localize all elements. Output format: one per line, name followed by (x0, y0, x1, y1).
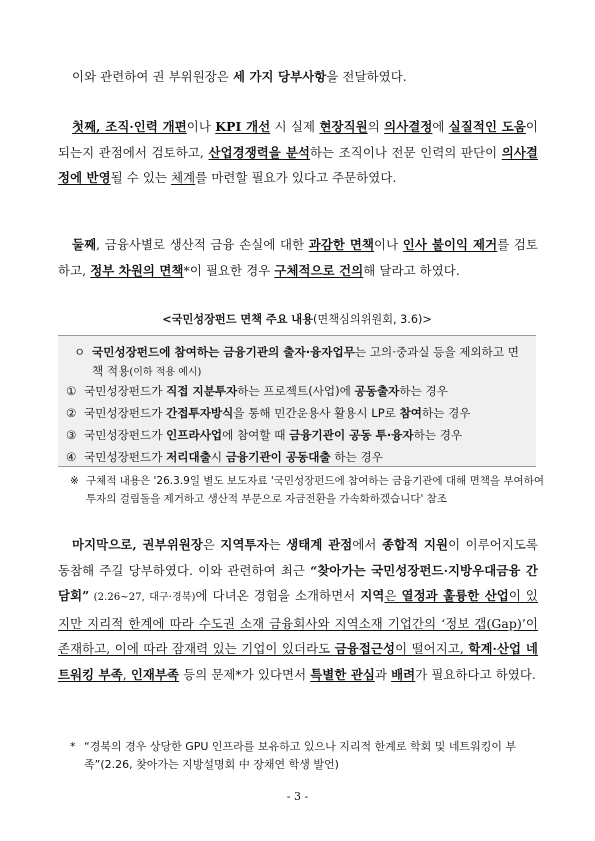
last-emphasis: 종합적 지원 (381, 537, 449, 552)
last-emphasis: 생태계 관점 (286, 537, 353, 552)
last-emphasis: 지역투자 (220, 537, 269, 552)
first-text: 시 실제 (270, 119, 320, 134)
intro-paragraph (58, 64, 538, 90)
last-underline: 은 (384, 588, 402, 603)
first-emphasis: 산업경쟁력을 분석 (208, 144, 310, 160)
first-text: 이 되는지 관점에서 검토하고, (58, 119, 538, 160)
first-emphasis: KPI 개선 (215, 119, 271, 134)
item-emphasis: 직접 지분투자 (166, 384, 238, 398)
page-number: - 3 - (286, 790, 309, 803)
last-point-paragraph (58, 532, 538, 687)
box-lead-note: (이하 적용 예시) (129, 367, 202, 378)
last-emphasis: 금융접근성 (334, 641, 396, 656)
last-text: 이 이루어지도록 동참해 주길 당부하였다. 이와 관련하여 최근 (58, 537, 539, 578)
exemption-summary-box (58, 335, 536, 467)
second-heading: 둘째 (72, 237, 97, 252)
first-emphasis: 실질적인 도움 (448, 119, 526, 134)
footnote-text: “경북의 경우 상당한 GPU 인프라를 보유하고 있으나 지리적 한계로 학회 및 네트워킹이 부족”(2.26, 찾아가는 지방설명회 中 장채연 학생 발언) (84, 740, 517, 771)
last-text: 가 필요하다고 하였다. (415, 666, 536, 682)
first-text: 될 수 있는 (110, 170, 172, 185)
item-emphasis: 공동출자 (354, 384, 400, 398)
first-text: 에 (432, 119, 449, 134)
last-emphasis: 지역 (360, 588, 385, 603)
last-emphasis: 학계·산업 네트워킹 부족 (58, 641, 538, 682)
box-title-main: <국민성장펀드 면책 주요 내용 (162, 313, 314, 326)
event-date: (2.26~27, 대구·경북) (89, 592, 196, 603)
item-text: 국민성장펀드가 (84, 428, 167, 442)
footnote-mark: * (70, 740, 76, 753)
item-emphasis: 저리대출 (166, 450, 211, 464)
second-text: 를 검토하고, (58, 237, 538, 278)
last-emphasis: 특별한 관심 (310, 666, 375, 682)
second-text: 이나 (374, 237, 403, 252)
second-emphasis: 과감한 면책 (308, 237, 375, 252)
item-text: 하는 경우 (413, 428, 463, 442)
item-emphasis: 금융기관이 공동 투·융자 (289, 428, 414, 442)
second-emphasis: 인사 불이익 제거 (402, 237, 498, 252)
first-text: 의 (367, 119, 385, 134)
second-text: *이 필요한 경우 (183, 262, 275, 278)
last-emphasis: 인재부족 (130, 666, 180, 682)
item-number: ③ (66, 428, 77, 442)
last-underline: 이 있지만 지리적 한계에 따라 수도권 소재 금융회사와 지역소재 기업간의 ‘정보 갭(Gap)’이 존재하고, 이에 따라 잠재력 있는 기업이 있더라도 (58, 588, 538, 656)
item-number: ① (66, 384, 77, 398)
item-text: 시 (210, 450, 226, 464)
note-text: 구체적 내용은 '26.3.9일 별도 보도자료 '국민성장펀드에 참여하는 금융기관에 대해 면책을 부여하여 투자의 걸림돌을 제거하고 생산적 부문으로 자금전환을 가속화하겠습니다' 참조 (86, 475, 544, 505)
first-heading: 첫째, 조직·인력 개편 (72, 119, 187, 134)
last-text: 는 (268, 537, 287, 552)
first-emphasis: 의사결정 (384, 119, 433, 134)
box-lead-item (66, 343, 530, 382)
box-list-item (66, 448, 530, 467)
last-text: 등의 문제*가 있다면서 (179, 666, 311, 682)
item-number: ② (66, 406, 77, 420)
first-text: 를 마련할 필요가 있다고 주문하였다. (195, 170, 397, 185)
last-text: 은 (202, 537, 221, 552)
last-text: 과 (374, 666, 392, 682)
item-text: 국민성장펀드가 (84, 450, 167, 464)
box-title (58, 311, 536, 327)
item-text: 하는 경우 (330, 450, 383, 464)
item-emphasis: 간접투자방식 (166, 406, 234, 420)
intro-text: 이와 관련하여 권 부위원장은 (72, 69, 233, 84)
second-emphasis: 구체적으로 건의 (274, 262, 364, 278)
second-point-paragraph (58, 232, 538, 283)
intro-emphasis: 세 가지 당부사항 (233, 69, 327, 84)
first-point-paragraph (58, 114, 538, 191)
box-lead-text: 는 고의·중과실 등을 제외하고 면책 적용 (92, 345, 519, 378)
item-text: 하는 경우 (421, 406, 471, 420)
item-text: 을 통해 민간운용사 활용시 LP로 (233, 406, 400, 420)
last-text: 에 다녀온 경험을 소개하면서 (195, 588, 361, 603)
intro-text-end: 을 전달하였다. (326, 69, 407, 84)
last-underline: 이 떨어지고, (395, 641, 469, 656)
second-text: 해 달라고 하였다. (363, 262, 460, 278)
item-number: ④ (66, 450, 77, 464)
item-text: 국민성장펀드가 (84, 384, 167, 398)
last-underline: , (122, 666, 131, 682)
item-text: 에 참여할 때 (222, 428, 290, 442)
reference-note (70, 472, 556, 508)
last-text: 에서 (352, 537, 382, 552)
item-text: 하는 경우 (399, 384, 448, 398)
first-underline: 체계 (171, 170, 196, 185)
item-text: 국민성장펀드가 (84, 406, 167, 420)
box-lead-marker: ㅇ (74, 345, 86, 359)
footnote (70, 738, 559, 774)
first-emphasis: 의사결정에 반영 (58, 144, 539, 185)
item-emphasis: 참여 (399, 406, 422, 420)
first-text: 이나 (186, 119, 216, 134)
item-text: 하는 프로젝트(사업)에 (237, 384, 355, 398)
box-lead-emphasis: 국민성장펀드에 참여하는 금융기관의 출자·융자업무 (92, 345, 355, 359)
first-text: 하는 조직이나 전문 인력의 판단이 (310, 144, 502, 160)
second-emphasis: 정부 차원의 면책 (90, 262, 184, 278)
item-emphasis: 금융기관이 공동대출 (225, 450, 331, 464)
last-emphasis: 배려 (391, 666, 416, 682)
note-mark: ※ (70, 475, 79, 487)
box-list-item (66, 426, 530, 445)
last-emphasis: 열정과 훌륭한 산업 (401, 588, 509, 603)
last-heading: 마지막으로, 권부위원장 (72, 537, 203, 552)
first-emphasis: 현장직원 (319, 119, 368, 134)
event-title: “찾아가는 국민성장펀드·지방우대금융 간담회” (58, 562, 538, 603)
second-text: , 금융사별로 생산적 금융 손실에 대한 (96, 237, 309, 252)
box-list-item (66, 404, 530, 423)
box-title-source: (면책심의위원회, 3.6)> (313, 313, 432, 326)
box-list-item (66, 382, 530, 401)
item-emphasis: 인프라사업 (166, 428, 223, 442)
